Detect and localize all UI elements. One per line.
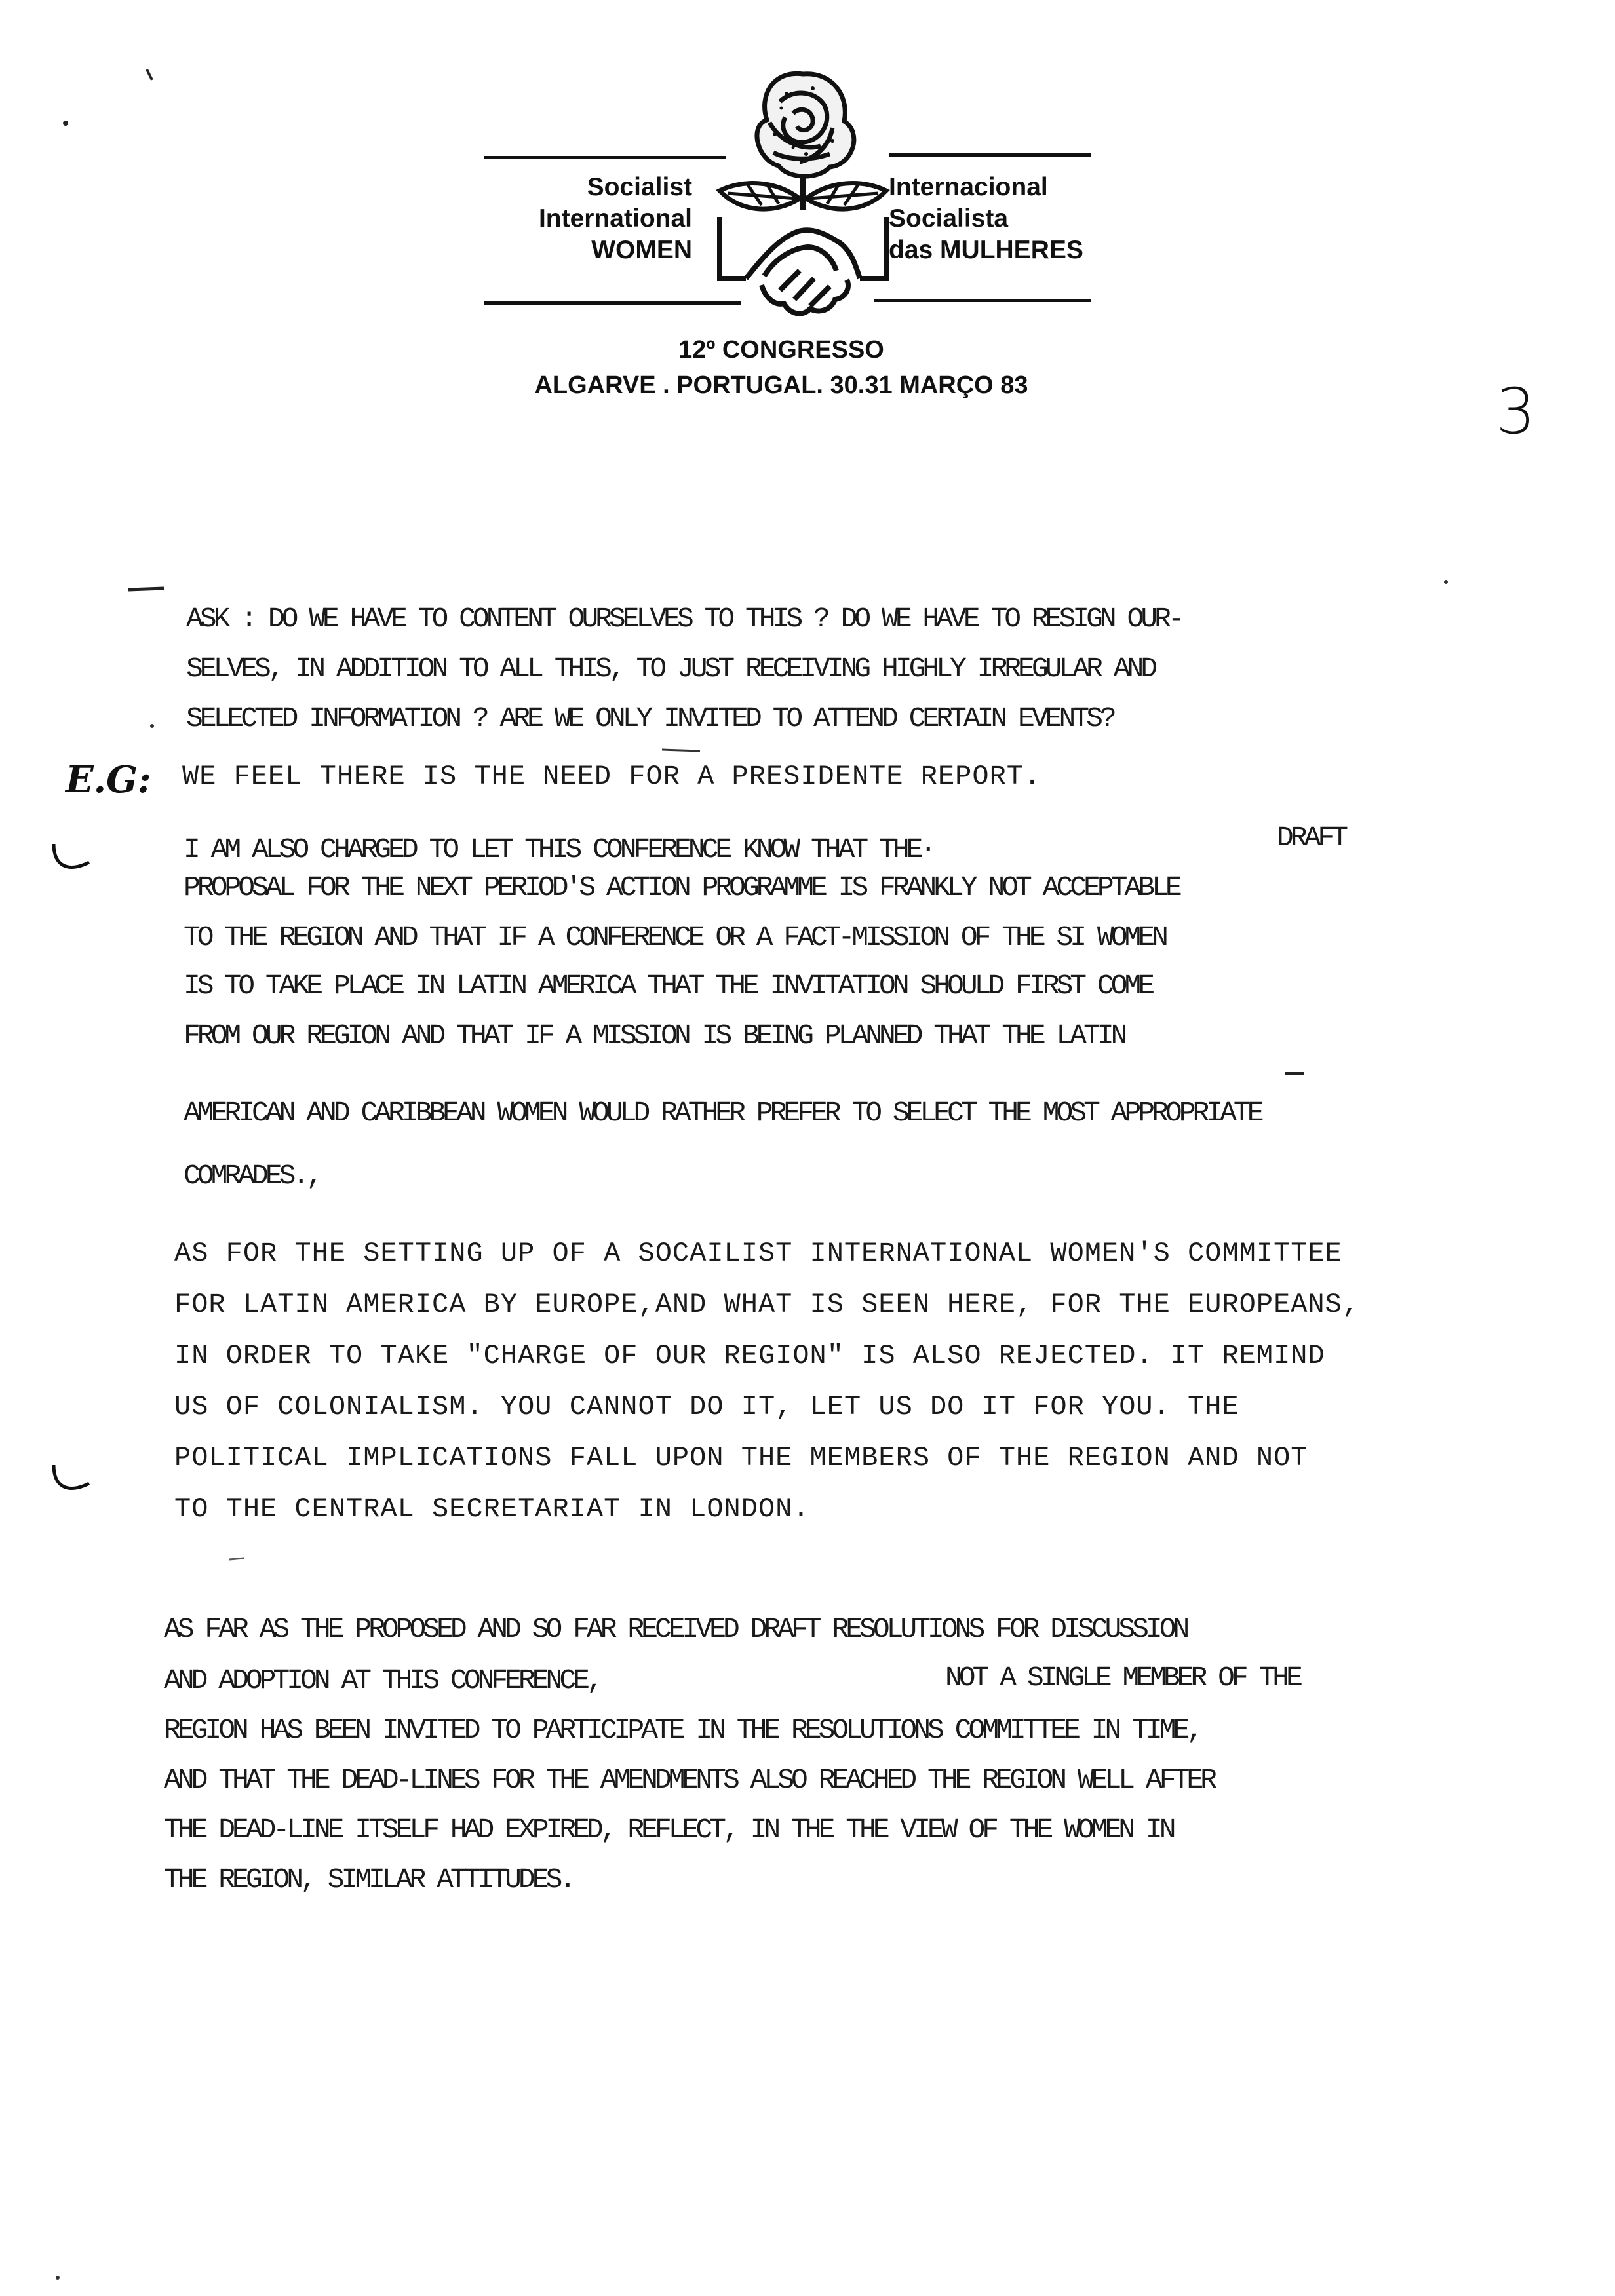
text-line: TO THE REGION AND THAT IF A CONFERENCE OR A FACT-MISSION OF THE SI WOMEN xyxy=(184,921,1165,953)
letterhead-line: Socialista xyxy=(889,204,1009,233)
margin-bracket-icon xyxy=(49,1461,94,1501)
text-line: FROM OUR REGION AND THAT IF A MISSION IS BEING PLANNED THAT THE LATIN xyxy=(184,1020,1125,1052)
text-line: REGION HAS BEEN INVITED TO PARTICIPATE IN THE RESOLUTIONS COMMITTEE IN TIME, xyxy=(164,1714,1201,1746)
text-line: I AM ALSO CHARGED TO LET THIS CONFERENCE KNOW THAT THE· xyxy=(184,833,934,866)
text-line: AS FOR THE SETTING UP OF A SOCAILIST INTERNATIONAL WOMEN'S COMMITTEE xyxy=(174,1238,1342,1269)
margin-bracket-icon xyxy=(49,840,94,879)
text-line: COMRADES., xyxy=(184,1160,321,1192)
letterhead-line: Socialist xyxy=(587,173,692,201)
letterhead-line: Internacional xyxy=(889,173,1048,201)
text-line: FOR LATIN AMERICA BY EUROPE,AND WHAT IS SEEN HERE, FOR THE EUROPEANS, xyxy=(174,1289,1360,1320)
text-line: NOT A SINGLE MEMBER OF THE xyxy=(945,1662,1300,1694)
presidente-report-line: WE FEEL THERE IS THE NEED FOR A PRESIDENTE REPORT. xyxy=(182,761,1041,792)
margin-annotation: E.G: xyxy=(66,758,151,801)
congress-place-date: ALGARVE . PORTUGAL. 30.31 MARÇO 83 xyxy=(534,372,1028,399)
text-line: IS TO TAKE PLACE IN LATIN AMERICA THAT THE INVITATION SHOULD FIRST COME xyxy=(184,970,1152,1002)
page-number: 3 xyxy=(1496,375,1536,448)
text-line: AS FAR AS THE PROPOSED AND SO FAR RECEIVED DRAFT RESOLUTIONS FOR DISCUSSION xyxy=(164,1613,1187,1645)
text-line: ASK : DO WE HAVE TO CONTENT OURSELVES TO THIS ? DO WE HAVE TO RESIGN OUR- xyxy=(186,603,1182,635)
text-line: PROPOSAL FOR THE NEXT PERIOD'S ACTION PROGRAMME IS FRANKLY NOT ACCEPTABLE xyxy=(184,871,1179,904)
text-line: THE REGION, SIMILAR ATTITUDES. xyxy=(164,1864,574,1896)
text-line: AND ADOPTION AT THIS CONFERENCE, xyxy=(164,1664,600,1696)
text-line: DRAFT xyxy=(1277,822,1346,854)
text-line: AND THAT THE DEAD-LINES FOR THE AMENDMENTS ALSO REACHED THE REGION WELL AFTER xyxy=(164,1764,1214,1796)
text-line: IN ORDER TO TAKE "CHARGE OF OUR REGION" IS ALSO REJECTED. IT REMIND xyxy=(174,1340,1325,1371)
text-line: US OF COLONIALISM. YOU CANNOT DO IT, LET US DO IT FOR YOU. THE xyxy=(174,1391,1239,1423)
text-line: SELVES, IN ADDITION TO ALL THIS, TO JUST RECEIVING HIGHLY IRREGULAR AND xyxy=(186,653,1155,685)
congress-title: 12º CONGRESSO xyxy=(678,336,884,364)
letterhead-line: WOMEN xyxy=(591,236,692,264)
letterhead-line: International xyxy=(538,204,692,233)
text-line: POLITICAL IMPLICATIONS FALL UPON THE MEMBERS OF THE REGION AND NOT xyxy=(174,1442,1308,1474)
text-line: TO THE CENTRAL SECRETARIAT IN LONDON. xyxy=(174,1493,810,1525)
letterhead-line: das MULHERES xyxy=(889,236,1083,264)
text-line: SELECTED INFORMATION ? ARE WE ONLY INVITED TO ATTEND CERTAIN EVENTS? xyxy=(186,702,1114,735)
text-line: AMERICAN AND CARIBBEAN WOMEN WOULD RATHER PREFER TO SELECT THE MOST APPROPRIATE xyxy=(184,1097,1261,1129)
text-line: THE DEAD-LINE ITSELF HAD EXPIRED, REFLECT, IN THE THE VIEW OF THE WOMEN IN xyxy=(164,1814,1173,1846)
